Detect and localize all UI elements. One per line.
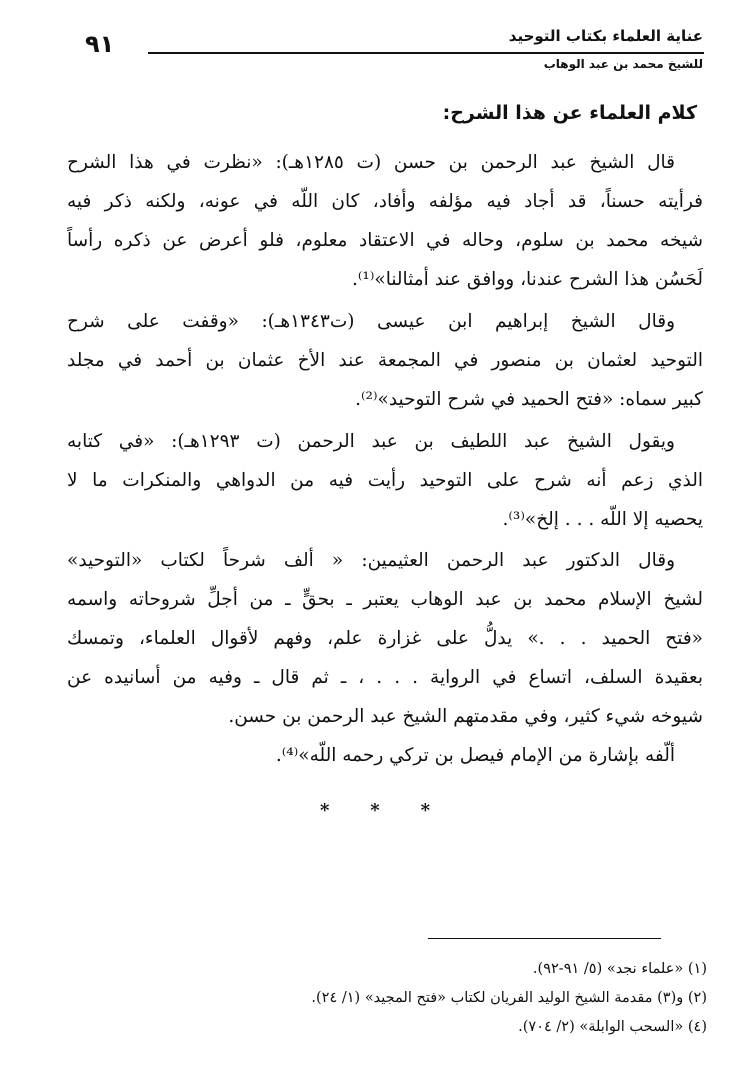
text-line: شيوخه شيء كثير، وفي مقدمتهم الشيخ عبد الرحمن بن حسن. bbox=[228, 706, 703, 727]
asterisk: * bbox=[420, 800, 430, 821]
text-line: لَحَسُن هذا الشرح عندنا، ووافق عند أمثالنا»⁽¹⁾. bbox=[351, 269, 703, 290]
running-header-subtitle: للشيخ محمد بن عبد الوهاب bbox=[543, 57, 703, 71]
text-line: ويقول الشيخ عبد اللطيف بن عبد الرحمن (ت ١٢٩٣هـ): «في كتابه bbox=[67, 431, 675, 452]
running-header-title: عناية العلماء بكتاب التوحيد bbox=[508, 27, 703, 45]
paragraph-2 bbox=[67, 302, 703, 419]
section-separator bbox=[320, 800, 430, 821]
text-line: يحصيه إلا اللّه . . . إلخ»⁽³⁾. bbox=[502, 509, 703, 530]
text-line: «فتح الحميد . . .» يدلُّ على غزارة علم، وفهم لأقوال العلماء، وتمسك bbox=[67, 628, 703, 649]
text-line: وقال الشيخ إبراهيم ابن عيسى (ت١٣٤٣هـ): «وقفت على شرح bbox=[67, 311, 676, 332]
paragraph-1 bbox=[67, 143, 703, 299]
asterisk: * bbox=[370, 800, 380, 821]
footnote-rule bbox=[428, 938, 661, 939]
paragraph-4 bbox=[67, 541, 703, 775]
header-rule bbox=[148, 52, 704, 54]
text-line: قال الشيخ عبد الرحمن بن حسن (ت ١٢٨٥هـ): «نظرت في هذا الشرح bbox=[67, 152, 676, 173]
text-line: الذي زعم أنه شرح على التوحيد رأيت فيه من الدواهي والمنكرات ما لا bbox=[67, 470, 703, 491]
text-line: شيخه محمد بن سلوم، وحاله في الاعتقاد معلوم، فلو أعرض عن ذكره رأساً bbox=[67, 230, 703, 251]
page-number: ٩١ bbox=[85, 30, 115, 58]
footnote-2: (٢) و(٣) مقدمة الشيخ الوليد الفريان لكتاب «فتح المجيد» (١/ ٢٤). bbox=[311, 990, 707, 1006]
footnotes bbox=[311, 955, 707, 1042]
text-line: ألّفه بإشارة من الإمام فيصل بن تركي رحمه اللّه»⁽⁴⁾. bbox=[275, 745, 675, 766]
text-line: كبير سماه: «فتح الحميد في شرح التوحيد»⁽²⁾. bbox=[355, 389, 703, 410]
paragraph-3 bbox=[67, 422, 703, 539]
text-line: التوحيد لعثمان بن منصور في المجمعة عند الأخ عثمان بن أحمد في مجلد bbox=[67, 350, 703, 371]
section-heading: كلام العلماء عن هذا الشرح: bbox=[442, 102, 697, 124]
footnote-1: (١) «علماء نجد» (٥/ ٩١-٩٢). bbox=[532, 961, 707, 977]
text-line: لشيخ الإسلام محمد بن عبد الوهاب يعتبر ـ بحقٍّ ـ من أجلِّ شروحاته واسمه bbox=[67, 589, 703, 610]
text-line: بعقيدة السلف، اتساع في الرواية . . . ، ـ ثم قال ـ وفيه من أسانيده عن bbox=[67, 667, 703, 688]
footnote-3: (٤) «السحب الوابلة» (٢/ ٧٠٤). bbox=[518, 1019, 707, 1035]
asterisk: * bbox=[320, 800, 330, 821]
text-line: وقال الدكتور عبد الرحمن العثيمين: « ألف شرحاً لكتاب «التوحيد» bbox=[67, 550, 675, 571]
text-line: فرأيته حسناً، قد أجاد فيه مؤلفه وأفاد، كان اللّه في عونه، ولكنه ذكر فيه bbox=[67, 191, 703, 212]
